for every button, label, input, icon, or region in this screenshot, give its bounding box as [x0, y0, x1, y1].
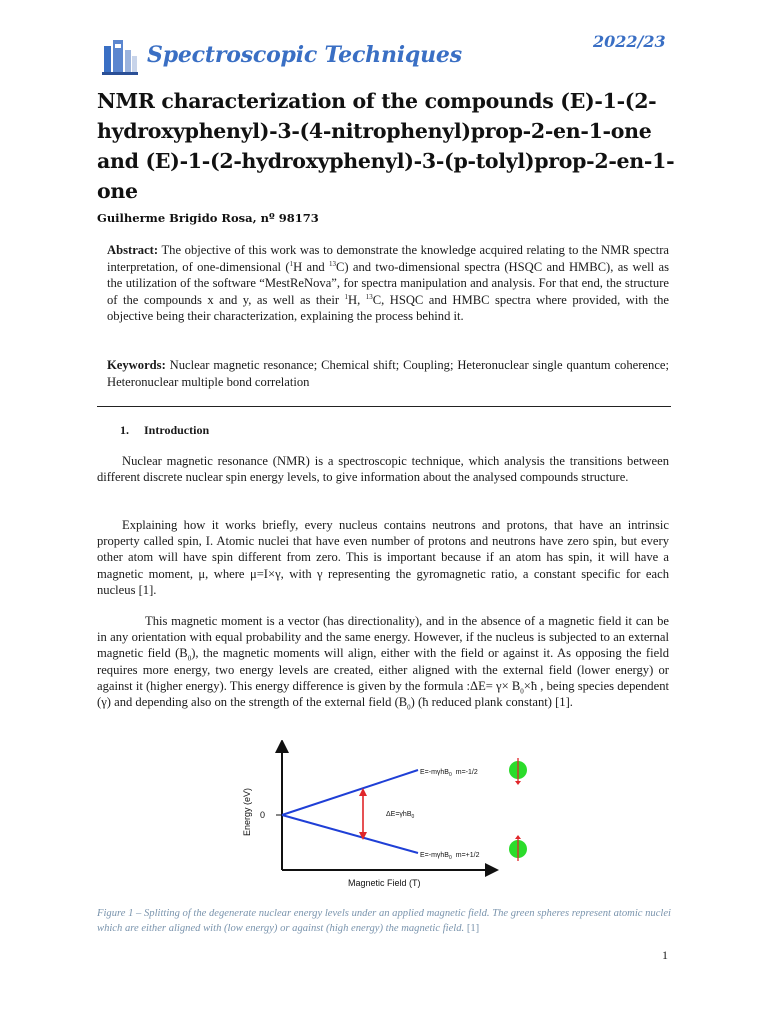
keywords: [107, 357, 669, 390]
keywords-text: Nuclear magnetic resonance; Chemical shift; Coupling; Heteronuclear single quantum coherence; Heteronuclear multiple bond correlation: [107, 358, 669, 389]
paragraph-text: ), the magnetic moments will align, either with the field or against it. As opposing the field requires more energy, two energy levels are created, either aligned with the external field (lower energy) or against it (higher energy). This energy difference is given by the formula :ΔE= γ× B: [97, 646, 669, 693]
abstract-text: The objective of this work was to demonstrate the knowledge acquired relating to the NMR spectra interpretation, of one-dimensional (: [107, 243, 669, 274]
paragraph-text: ) (ħ reduced plank constant) [1].: [410, 695, 573, 710]
abstract-sup: 1: [289, 259, 294, 268]
paragraph-sub: 0: [187, 654, 192, 663]
abstract-label: Abstract:: [107, 243, 159, 257]
paragraph-2: Explaining how it works briefly, every nucleus contains neutrons and protons, that have an intrinsic property called spin, I. Atomic nuclei that have even number of protons and neutrons have zero spin, but every other atom will have spin different from zero. This is important because if an atom has spin, it will have a magnetic moment, μ, where μ=I×γ, with γ representing the gyromagnetic ratio, a constant specific for each nucleus [1].: [97, 518, 669, 597]
upper-energy-line: [282, 770, 418, 815]
section-heading: [120, 423, 209, 438]
paragraph-text: ×ħ , being species dependent (γ) and depending also on the strength of the external field (B: [97, 678, 669, 710]
lower-nucleus-sphere-icon: [509, 835, 527, 861]
paper-title: NMR characterization of the compounds (E)-1-(2-hydroxyphenyl)-3-(4-nitrophenyl)prop-2-en-1-one and (E)-1-(2-hydroxyphenyl)-3-(p-tolyl)prop-2-en-1-one: [97, 89, 675, 203]
abstract-sup: 1: [344, 292, 348, 301]
author-line: Guilherme Brigido Rosa, nº 98173: [97, 211, 319, 225]
abstract-sup: 13: [328, 259, 336, 268]
abstract-sup: 13: [365, 292, 373, 301]
keywords-label: Keywords:: [107, 358, 166, 372]
abstract-text: H and: [293, 259, 329, 274]
zero-tick-label: 0: [260, 810, 266, 820]
energy-splitting-figure: [236, 740, 536, 892]
delta-e-label: ΔE=γhB$_0$: [386, 811, 415, 820]
section-title: Introduction: [144, 423, 210, 437]
journal-logo-icon: [100, 36, 140, 76]
paragraph-1: Nuclear magnetic resonance (NMR) is a spectroscopic technique, which analysis the transitions between different discrete nuclear spin energy levels, to give information about the analysed compounds structure.: [97, 454, 669, 485]
paragraph-3: [97, 613, 669, 710]
upper-energy-label: E=-mγhB$_0$ m=-1/2: [420, 769, 478, 778]
abstract-text: C, HSQC and HMBC spectra where provided, with the objective being their characterization, explaining the process behind it.: [107, 292, 669, 324]
caption-text: Figure 1 – Splitting of the degenerate nuclear energy levels under an applied magnetic field. The green spheres represent atomic nuclei which are either aligned with (low energy) or against (high energy) the magnetic field.: [97, 908, 671, 934]
abstract: [107, 242, 669, 325]
journal-year: 2022/23: [593, 32, 666, 51]
lower-energy-label: E=-mγhB$_0$ m=+1/2: [420, 852, 480, 861]
page-number: 1: [662, 948, 668, 962]
abstract-text: C) and two-dimensional spectra (HSQC and HMBC), as well as the utilization of the software “MestReNova”, for spectra manipulation and analysis. For that end, the structure of the compounds x and y, as well as their: [107, 259, 669, 307]
section-divider: [97, 406, 671, 407]
y-axis-label: Energy (eV): [242, 787, 252, 836]
upper-nucleus-sphere-icon: [509, 758, 527, 785]
figure-caption: [97, 907, 671, 936]
journal-name: Spectroscopic Techniques: [147, 42, 462, 68]
section-number: 1.: [120, 423, 129, 437]
abstract-text: H,: [347, 292, 366, 307]
paragraph-sub: 0: [520, 687, 524, 696]
paragraph-text: This magnetic moment is a vector (has directionality), and in the absence of a magnetic field it can be in any orientation with equal probability and the same energy. However, if the nucleus is subjected to an external magnetic field (B: [97, 614, 669, 661]
paragraph-sub: 0: [407, 703, 411, 712]
x-axis-label: Magnetic Field (T): [348, 878, 421, 888]
lower-energy-line: [282, 815, 418, 853]
caption-reference: [1]: [466, 922, 480, 934]
